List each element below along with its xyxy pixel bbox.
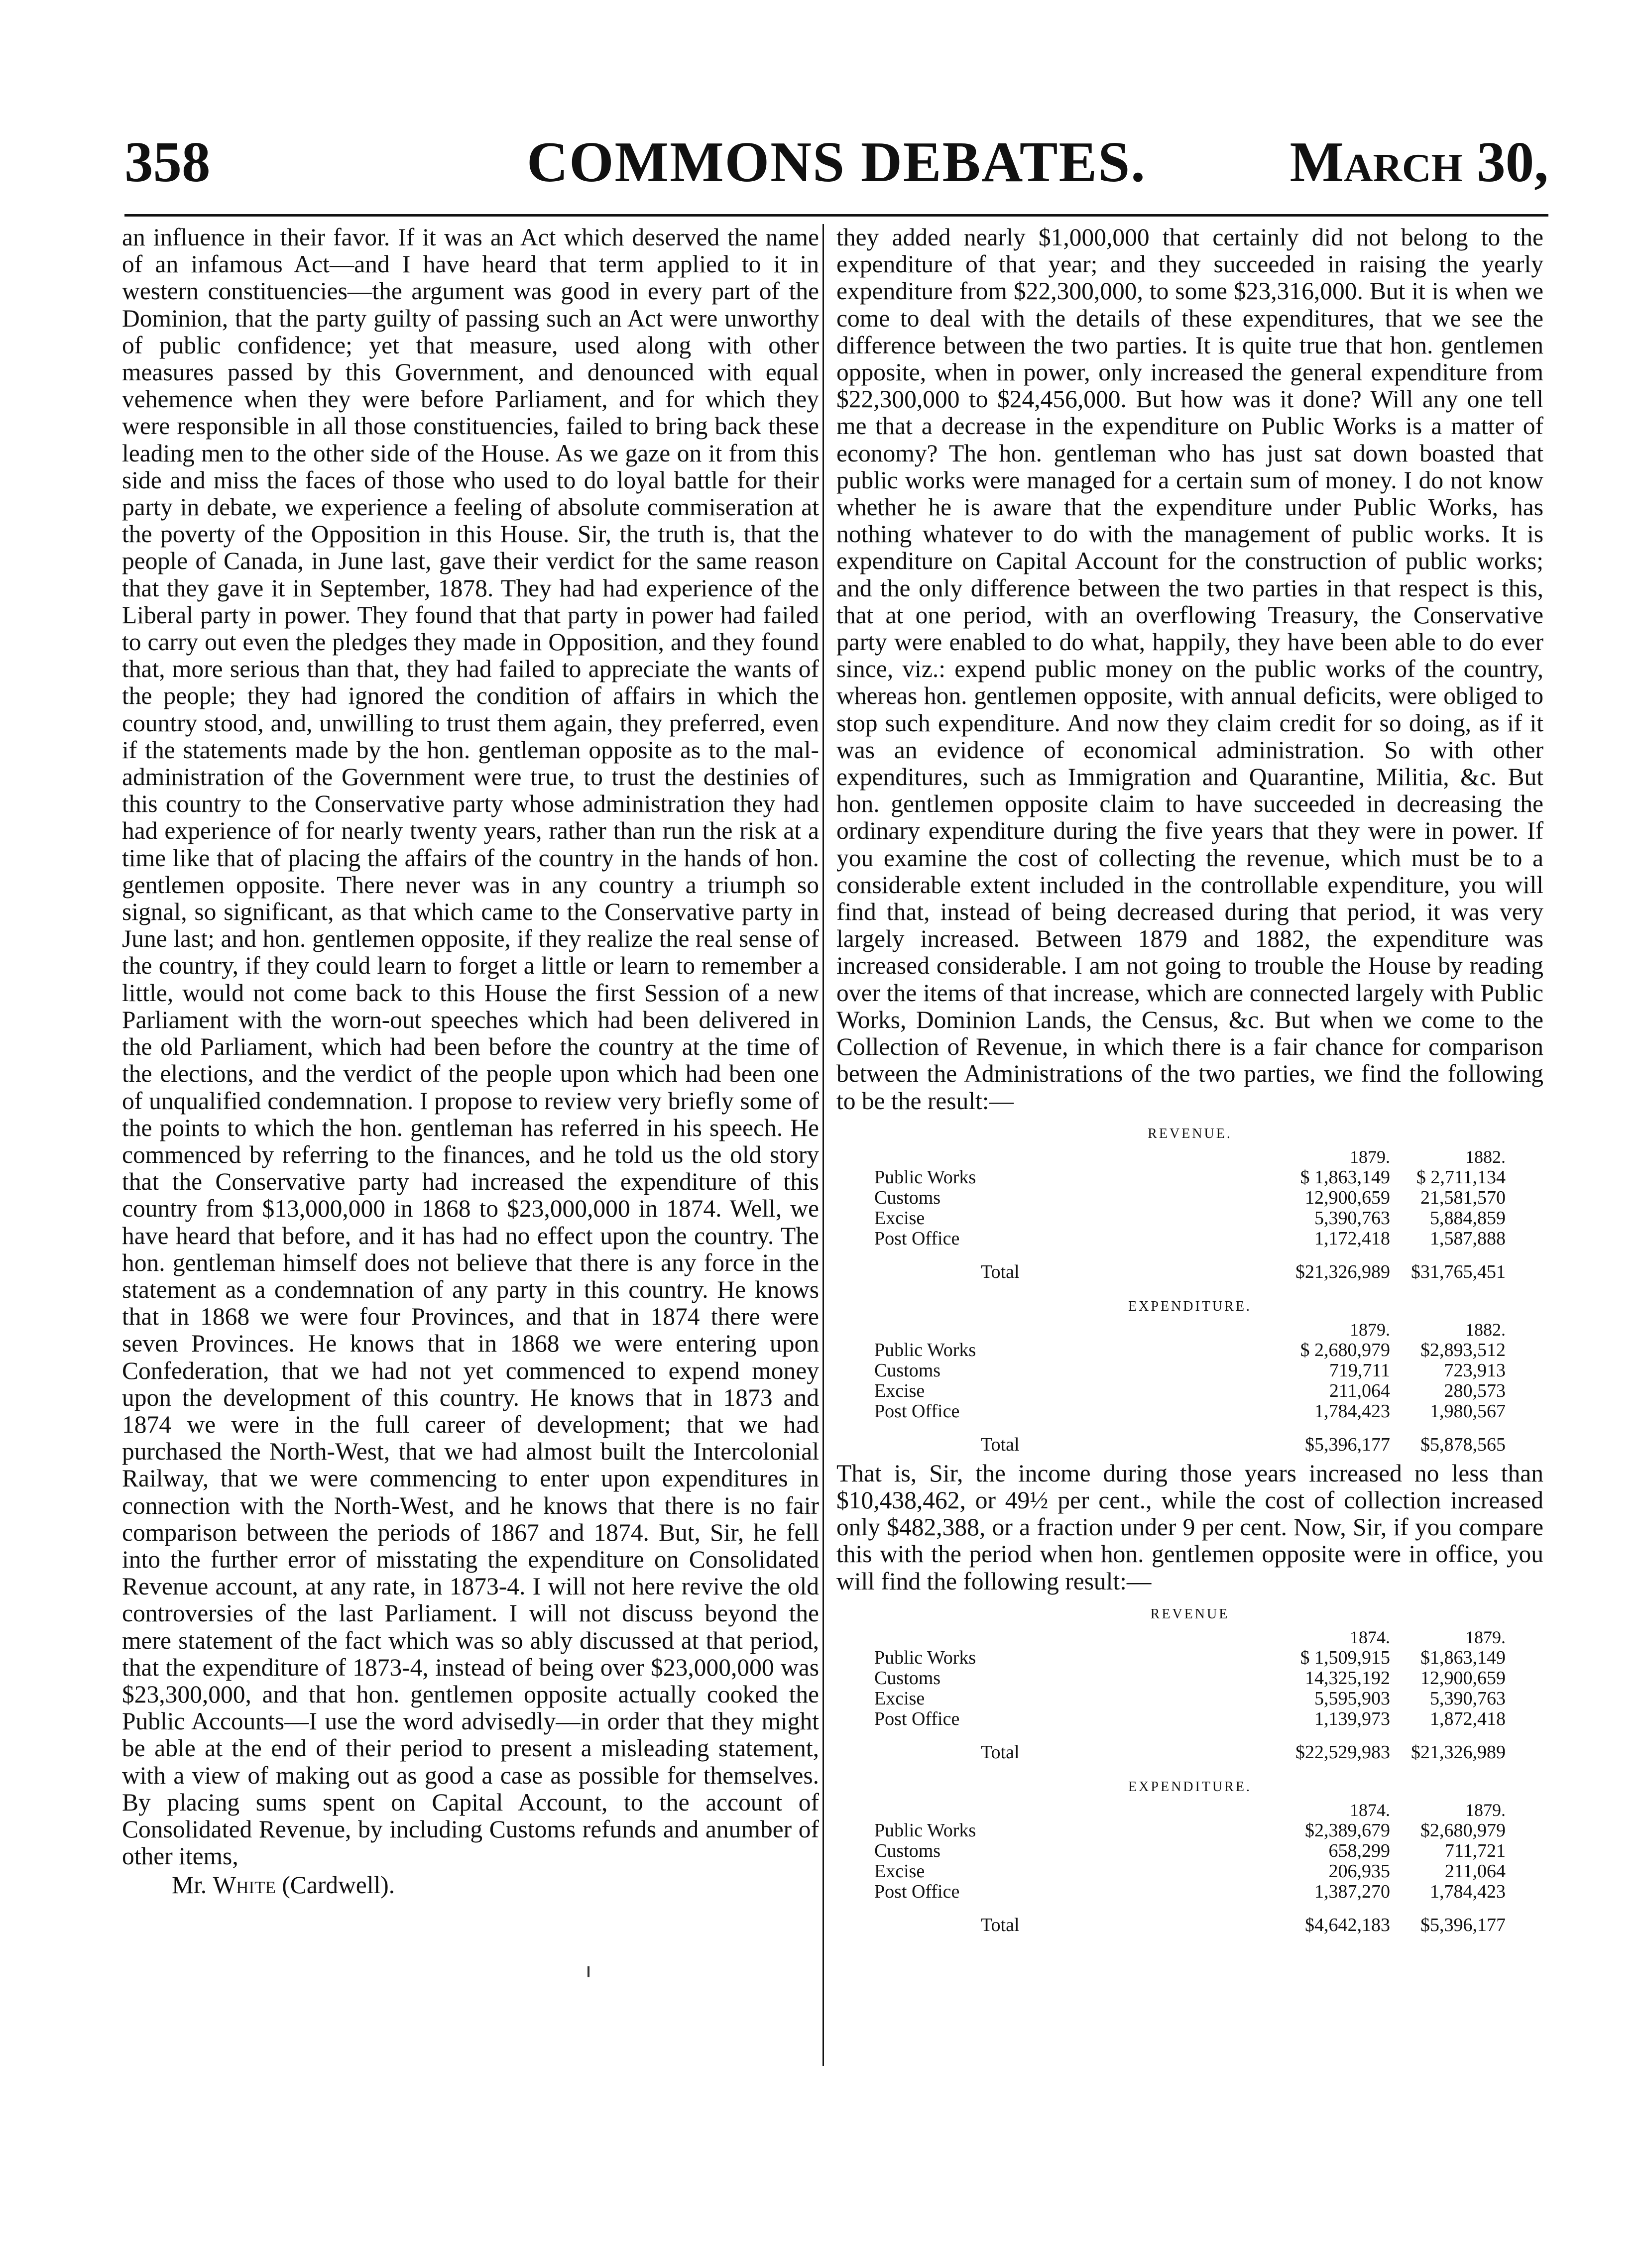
- header-date: March 30,: [1290, 130, 1548, 194]
- header-rule: [124, 214, 1548, 217]
- financial-table-1874-1879: [871, 1595, 1509, 1940]
- table-row: Customs 658,299 711,721: [874, 1840, 1506, 1861]
- table-row: Post Office 1,387,270 1,784,423: [874, 1881, 1506, 1902]
- table-row: Post Office 1,139,973 1,872,418: [874, 1708, 1506, 1729]
- table-caption: REVENUE: [1150, 1606, 1230, 1622]
- total-row: Total $21,326,989 $31,765,451: [981, 1261, 1506, 1282]
- right-column-paragraph-1: they added nearly $1,000,000 that certainly did not belong to the expenditure of that year; and they succeeded in raising the yearly expenditure from $22,300,000, to some $23,316,000. But it is when we come to deal with the details of these expenditures, that we see the difference between the two parties. It is quite true that hon. gentlemen opposite, when in power, only increased the general expenditure from $22,300,000 to $24,456,000. But how was it done? Will any one tell me that a decrease in the expenditure on Public Works is a matter of economy? The hon. gentleman who has just sat down boasted that public works were managed for a certain sum of money. I do not know whether he is aware that the expenditure under Public Works, has nothing whatever to do with the management of public works. It is expenditure on Capital Account for the construction of public works; and the only difference between the two parties in that respect is this, that at one period, with an overflowing Treasury, the Conservative party were enabled to do what, happily, they have been able to do ever since, viz.: expend public money on the public works of the country, whereas hon. gentlemen opposite, with annual deficits, were obliged to stop such expenditure. And now they claim credit for so doing, as if it was an evidence of economical administration. So with other expenditures, such as Immigration and Quarantine, Militia, &c. But hon. gentlemen opposite claim to have succeeded in decreasing the ordinary expenditure during the five years that they were in power. If you examine the cost of collecting the revenue, which must be to a considerable extent included in the controllable expenditure, you will find that, instead of being decreased during that period, it was very largely increased. Between 1879 and 1882, the expenditure was increased considerable. I am not going to trouble the House by reading over the items of that increase, which are connected largely with Public Works, Dominion Lands, the Census, &c. But when we come to the Collection of Revenue, in which there is a fair chance for comparison between the Administrations of the two parties, we find the following to be the result:—: [836, 224, 1543, 1115]
- table-row: Customs 14,325,192 12,900,659: [874, 1667, 1506, 1689]
- table-caption: EXPENDITURE.: [1128, 1779, 1252, 1795]
- year-header: 1879.: [1465, 1627, 1506, 1647]
- table-row: Excise 5,390,763 5,884,859: [874, 1207, 1506, 1229]
- table-caption: EXPENDITURE.: [1128, 1298, 1252, 1314]
- year-header: 1879.: [1465, 1800, 1506, 1820]
- table-row: Post Office 1,784,423 1,980,567: [874, 1400, 1506, 1422]
- financial-table-1879-1882: [871, 1115, 1509, 1460]
- table-row: Excise 211,064 280,573: [874, 1380, 1506, 1401]
- year-header: 1874.: [1349, 1800, 1390, 1820]
- right-column: [836, 224, 1543, 1940]
- total-row: Total $5,396,177 $5,878,565: [981, 1434, 1506, 1455]
- total-row: Total $4,642,183 $5,396,177: [981, 1914, 1506, 1935]
- total-row: Total $22,529,983 $21,326,989: [981, 1741, 1506, 1763]
- table-row: Public Works $ 1,863,149 $ 2,711,134: [874, 1166, 1506, 1188]
- left-column: [122, 224, 819, 1899]
- year-header: 1882.: [1465, 1146, 1506, 1167]
- table-row: Post Office 1,172,418 1,587,888: [874, 1228, 1506, 1249]
- page-number: 358: [124, 130, 211, 194]
- year-header: 1882.: [1465, 1319, 1506, 1340]
- table-row: Public Works $2,389,679 $2,680,979: [874, 1819, 1506, 1841]
- table-row: Public Works $ 1,509,915 $1,863,149: [874, 1647, 1506, 1668]
- table-row: Customs 12,900,659 21,581,570: [874, 1187, 1506, 1208]
- running-title: COMMONS DEBATES.: [527, 130, 1146, 194]
- right-column-paragraph-2: That is, Sir, the income during those years increased no less than $10,438,462, or 49½ per cent., while the cost of collection increased only $482,388, or a fraction under 9 per cent. Now, Sir, if you compare this with the period when hon. gentlemen opposite were in office, you will find the following result:—: [836, 1459, 1543, 1595]
- column-divider: [822, 224, 824, 2066]
- table-caption: REVENUE.: [1148, 1126, 1232, 1141]
- page-header: [124, 124, 1548, 199]
- left-column-paragraph: an influence in their favor. If it was an Act which deserved the name of an infamous Act—and I have heard that term applied to it in western constituencies—the argument was good in every part of the Dominion, that the party guilty of passing such an Act were unworthy of public confidence; yet that measure, used along with other measures passed by this Government, and denounced with equal vehemence when they were before Parliament, and for which they were responsible in all those constituencies, failed to bring back these leading men to the other side of the House. As we gaze on it from this side and miss the faces of those who used to do loyal battle for their party in debate, we experience a feeling of absolute commiseration at the poverty of the Opposition in this House. Sir, the truth is, that the people of Canada, in June last, gave their verdict for the same reason that they gave it in September, 1878. They had had experience of the Liberal party in power. They found that that party in power had failed to carry out even the pledges they made in Opposition, and they found that, more serious than that, they had failed to appreciate the wants of the people; they had ignored the condition of affairs in which the country stood, and, unwilling to trust them again, they preferred, even if the statements made by the hon. gentleman opposite as to the mal-administration of the Government were true, to trust the destinies of this country to the Conservative party whose administration they had had experience of for nearly twenty years, rather than run the risk at a time like that of placing the affairs of the country in the hands of hon. gentlemen opposite. There never was in any country a triumph so signal, so significant, as that which came to the Conservative party in June last; and hon. gentlemen opposite, if they realize the real sense of the country, if they could learn to forget a little or learn to remember a little, would not come back to this House the first Session of a new Parliament with the worn-out speeches which had been delivered in the old Parliament, which had been before the country at the time of the elections, and the verdict of the people upon which had been one of unqualified condemnation. I propose to review very briefly some of the points to which the hon. gentleman has referred in his speech. He commenced by referring to the finances, and he told us the old story that the Conservative party had increased the expenditure of this country from $13,000,000 in 1868 to $23,000,000 in 1874. Well, we have heard that before, and it has had no effect upon the country. The hon. gentleman himself does not believe that there is any force in the statement as a condemnation of any party in this country. He knows that in 1868 we were four Provinces, and that in 1874 there were seven Provinces. He knows that in 1868 we were entering upon Confederation, that we had not yet commenced to expend money upon the development of this country. He knows that in 1873 and 1874 we were in the full career of development; that we had purchased the North-West, that we had almost built the Intercolonial Railway, that we were commencing to enter upon expenditures in connection with the North-West, and he knows that there is no fair comparison between the periods of 1867 and 1874. But, Sir, he fell into the further error of misstating the expenditure on Consolidated Revenue account, at any rate, in 1873-4. I will not here revive the old controversies of the last Parliament. I will not discuss beyond the mere statement of the fact which was so ably discussed at that period, that the expenditure of 1873-4, instead of being over $23,000,000 was $23,300,000, and that hon. gentlemen opposite actually cooked the Public Accounts—I use the word advisedly—in order that they might be able at the end of their period to present a misleading statement, with a view of making out as good a case as possible for themselves. By placing sums spent on Capital Account, to the account of Consolidated Revenue, by including Customs refunds and anumber of other items,: [122, 224, 819, 1870]
- year-header: 1879.: [1349, 1319, 1390, 1340]
- speaker-name: White: [213, 1871, 276, 1899]
- speaker-attribution: [122, 1872, 819, 1899]
- year-header: 1874.: [1349, 1627, 1390, 1647]
- print-mark: [587, 1966, 589, 1977]
- table-row: Public Works $ 2,680,979 $2,893,512: [874, 1339, 1506, 1361]
- table-row: Excise 5,595,903 5,390,763: [874, 1688, 1506, 1709]
- table-row: Customs 719,711 723,913: [874, 1360, 1506, 1381]
- speaker-prefix: Mr.: [172, 1871, 207, 1899]
- year-header: 1879.: [1349, 1146, 1390, 1167]
- speaker-riding: (Cardwell).: [282, 1871, 395, 1899]
- table-row: Excise 206,935 211,064: [874, 1860, 1506, 1882]
